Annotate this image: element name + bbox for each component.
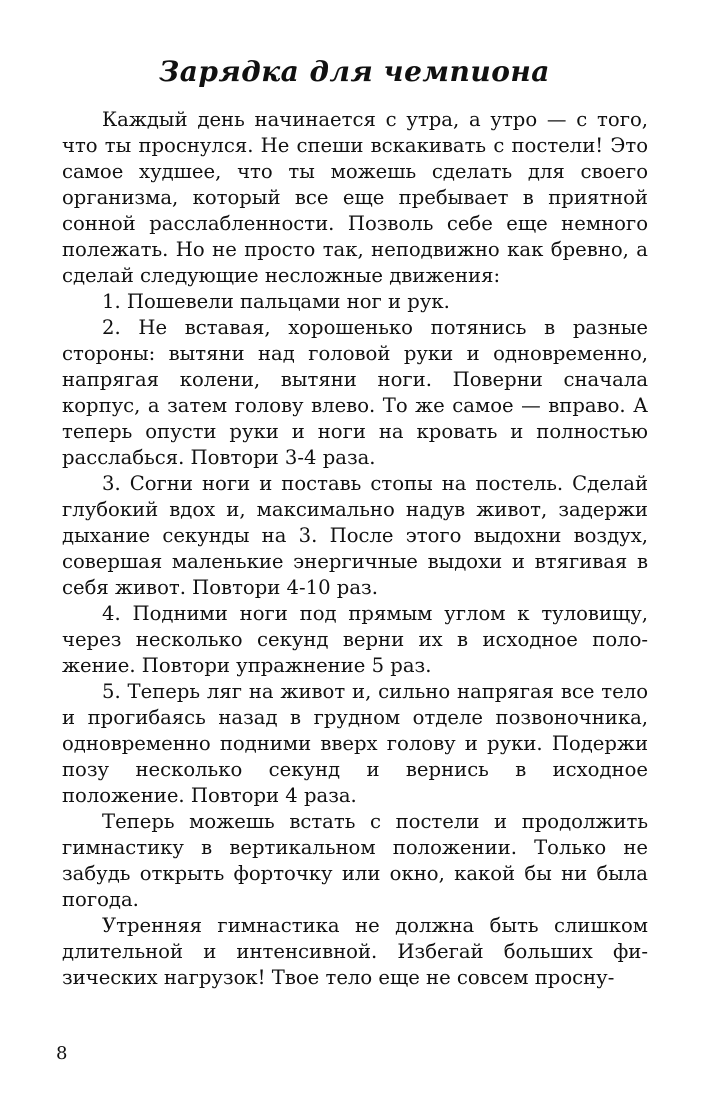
paragraph-step-3: 3. Согни ноги и поставь стопы на постель. Сделай глубокий вдох и, максимально надув живот, задержи дыхание секунды на 3. После этого выдохни воздух, совершая маленькие энергичные выдохи и втягивая в себя живот. Повтори 4-10 раз. [62,472,648,599]
paragraph-intensity: Утренняя гимнастика не должна быть слишком длительной и интенсивной. Избегай больших физических нагрузок! Твое тело еще не совсем просну- [62,914,648,989]
paragraph-standing: Теперь можешь встать с постели и продолжить гимнастику в вертикальном положении. Только не забудь открыть форточку или окно, какой бы ни была погода. [62,810,648,911]
paragraph-step-2: 2. Не вставая, хорошенько потянись в разные стороны: вытяни над головой руки и одновременно, напрягая колени, вытяни ноги. Поверни сначала корпус, а затем голову влево. То же самое — вправо. А теперь опусти руки и ноги на кровать и полностью расслабься. Повтори 3-4 раза. [62,316,648,469]
page-number: 8 [56,1043,68,1064]
paragraph-step-5: 5. Теперь ляг на живот и, сильно напрягая все тело и прогибаясь назад в грудном отделе позвоночника, одновременно подними вверх голову и руки. Подержи позу несколько секунд и вернись в исходное положение. Повтори 4 раза. [62,680,648,807]
paragraph-step-4: 4. Подними ноги под прямым углом к туловищу, через несколько секунд верни их в исходное положение. Повтори упражнение 5 раз. [62,602,648,677]
body-text [62,107,648,991]
page-title: Зарядка для чемпиона [159,55,550,88]
paragraph-step-1: 1. Пошевели пальцами ног и рук. [102,290,450,313]
paragraph-intro: Каждый день начинается с утра, а утро — с того, что ты проснулся. Не спеши вскакивать с постели! Это самое худшее, что ты можешь сделать для своего организма, который все еще пребывает в приятной сонной расслабленности. Позволь себе еще немного полежать. Но не просто так, неподвижно как бревно, а сделай следующие несложные движения: [62,108,648,287]
